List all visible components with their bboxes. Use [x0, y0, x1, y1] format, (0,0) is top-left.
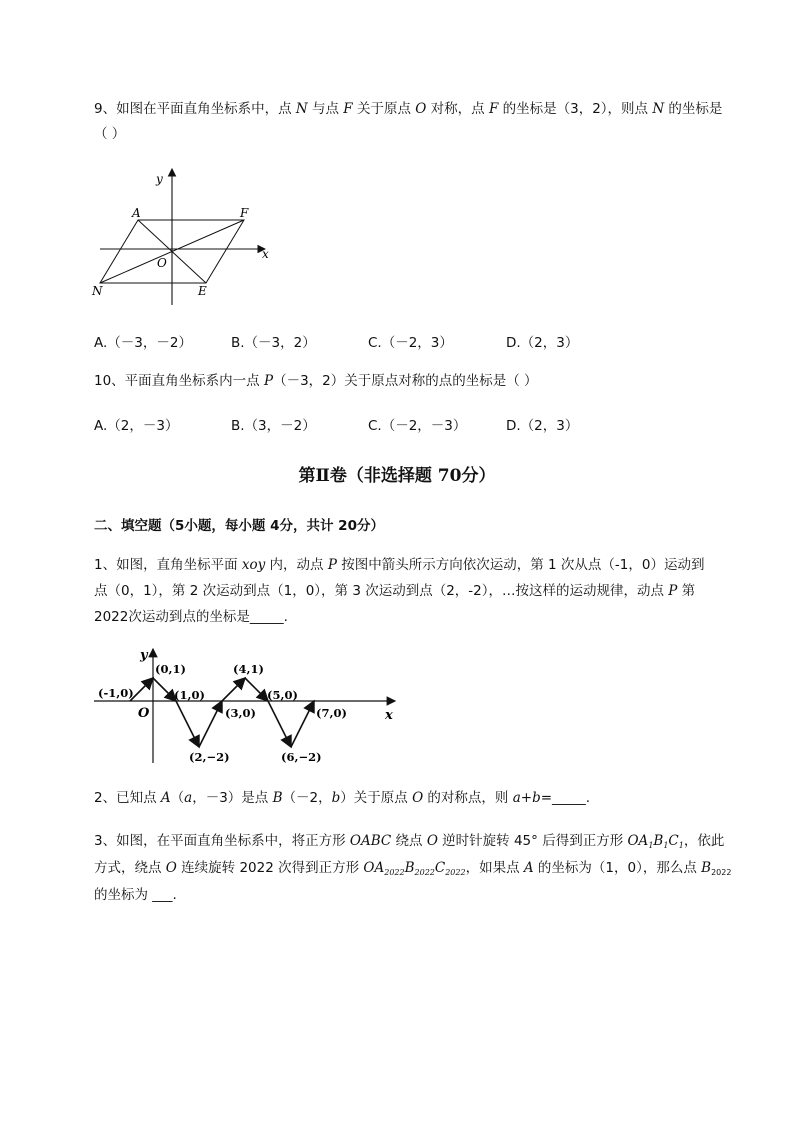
q10-option-b[interactable]: B.（3，－2）: [231, 418, 316, 434]
subscript: 2022: [384, 868, 405, 877]
f2-text-part: 2、已知点: [94, 790, 161, 806]
q10-text: [94, 372, 538, 390]
point-o-label: O: [412, 790, 424, 806]
point-label: (-1,0): [98, 686, 134, 700]
q10-option-d[interactable]: D.（2，3）: [506, 418, 579, 434]
f3-text: ，依此: [683, 833, 725, 849]
axis-label-y: y: [156, 172, 163, 186]
label-part: C: [668, 833, 679, 849]
point-label: (4,1): [233, 662, 264, 676]
f1-text-line2: [94, 582, 695, 600]
q10-text-part: 10、平面直角坐标系内一点: [94, 373, 264, 389]
step-4-arrow: [199, 701, 222, 747]
point-label: (2,−2): [189, 750, 230, 764]
f1-text: 第: [677, 583, 696, 599]
step-8-arrow: [291, 701, 314, 747]
expr-a-plus-b: a+b: [512, 790, 541, 806]
point-p-label: P: [263, 373, 274, 389]
point-p-label: P: [668, 583, 678, 599]
fill-in-section-heading: 二、填空题（5小题，每小题 4分，共计 20分）: [94, 518, 384, 534]
subscript: 1: [663, 841, 669, 850]
label-part: B: [404, 860, 415, 876]
point-f-label: F: [343, 101, 353, 117]
point-o-label: O: [426, 833, 438, 849]
f3-text-line3: 的坐标为 ___.: [94, 887, 177, 903]
section-title: 第Ⅱ卷（非选择题 70分）: [298, 466, 496, 486]
origin-label: O: [138, 706, 150, 721]
f2-answer-blank: =_____.: [540, 790, 591, 806]
point-e-label: E: [198, 284, 207, 298]
q9-text: 9、如图在平面直角坐标系中，点: [94, 101, 296, 117]
point-p-label: P: [327, 557, 337, 573]
point-label: (6,−2): [281, 750, 322, 764]
var-b: b: [331, 790, 341, 806]
point-o-label: O: [415, 101, 427, 117]
q9-option-b[interactable]: B.（－3，2）: [231, 335, 316, 351]
f2-text-part: （: [170, 790, 185, 806]
point-b-label: B: [701, 860, 712, 876]
q10-text-part: （－3，2）关于原点对称的点的坐标是（ ）: [273, 373, 538, 389]
point-a-label: A: [160, 790, 171, 806]
f1-text: 点（0，1），第 2 次运动到点（1，0），第 3 次运动到点（2，-2），…按这样的运动规律，动点: [94, 583, 669, 599]
point-label: (0,1): [155, 662, 186, 676]
label-part: B: [653, 833, 664, 849]
f2-text-part: ）关于原点: [340, 790, 413, 806]
q9-option-a[interactable]: A.（－3，－2）: [94, 335, 192, 351]
step-2-arrow: [153, 678, 176, 701]
f2-text-part: （－2，: [282, 790, 332, 806]
point-label: (5,0): [267, 688, 298, 702]
square-oa1b1c1-label: [627, 833, 683, 849]
q9-parallelogram-figure: [90, 163, 280, 308]
q9-text: 关于原点: [352, 101, 416, 117]
q9-text: 的坐标是（3，2），则点: [498, 101, 653, 117]
f3-text: ，如果点: [465, 860, 524, 876]
q9-text-line1: [94, 100, 722, 118]
f3-text: 逆时针旋转 45° 后得到正方形: [437, 833, 628, 849]
f1-text: 按图中箭头所示方向依次运动，第 1 次从点（-1，0）运动到: [336, 557, 705, 573]
var-a: a: [184, 790, 193, 806]
q9-text: 的坐标是: [664, 101, 723, 117]
point-n-label: N: [92, 284, 103, 298]
point-f-label: F: [240, 206, 249, 220]
f3-text-line1: [94, 832, 724, 855]
point-n-label: N: [295, 101, 308, 117]
f2-text-part: ，－3）是点: [192, 790, 273, 806]
point-label: (1,0): [174, 688, 205, 702]
axis-label-x: x: [385, 708, 393, 723]
point-label: (7,0): [316, 706, 347, 720]
f2-text-part: 的对称点，则: [423, 790, 513, 806]
label-part: OA: [363, 860, 385, 876]
point-a-label: A: [132, 206, 141, 220]
q9-text: 对称，点: [426, 101, 489, 117]
q9-text: 与点: [307, 101, 344, 117]
f1-text-line3: 2022次运动到点的坐标是_____.: [94, 609, 288, 625]
q10-option-a[interactable]: A.（2，－3）: [94, 418, 179, 434]
subscript: 2022: [711, 868, 732, 877]
point-a-label: A: [523, 860, 534, 876]
q9-option-d[interactable]: D.（2，3）: [506, 335, 579, 351]
square-oabc-label: OABC: [349, 833, 392, 849]
subscript: 1: [648, 841, 654, 850]
point-label: (3,0): [225, 706, 256, 720]
f3-text: 的坐标为（1，0），那么点: [533, 860, 702, 876]
f2-text: [94, 789, 590, 807]
step-7-arrow: [268, 701, 291, 747]
axis-label-y: y: [140, 648, 148, 663]
f1-text-line1: [94, 556, 704, 574]
f3-text: 连续旋转 2022 次得到正方形: [176, 860, 364, 876]
subscript: 1: [678, 841, 684, 850]
point-o-label: O: [157, 256, 167, 270]
point-o-label: O: [165, 860, 177, 876]
f1-text: 内，动点: [265, 557, 328, 573]
square-oa2022-label: [363, 860, 465, 876]
q10-option-c[interactable]: C.（－2，－3）: [368, 418, 467, 434]
label-part: C: [434, 860, 446, 876]
f3-text: 绕点: [391, 833, 427, 849]
f3-text: 方式，绕点: [94, 860, 166, 876]
plane-xoy-label: xoy: [241, 557, 266, 573]
q9-answer-bracket: （ ）: [94, 126, 126, 142]
point-b-label: B: [272, 790, 283, 806]
label-part: OA: [627, 833, 649, 849]
step-6-arrow: [245, 678, 268, 701]
point-f-label: F: [488, 101, 499, 117]
f3-text: 3、如图，在平面直角坐标系中，将正方形: [94, 833, 350, 849]
subscript: 2022: [414, 868, 435, 877]
subscript: 2022: [445, 868, 466, 877]
step-5-arrow: [222, 678, 245, 701]
point-n-label: N: [652, 101, 665, 117]
f3-text-line2: [94, 859, 731, 882]
q9-option-c[interactable]: C.（－2，3）: [368, 335, 453, 351]
step-3-arrow: [176, 701, 199, 747]
f1-text: 1、如图，直角坐标平面: [94, 557, 242, 573]
f1-zigzag-path-figure: [92, 645, 402, 770]
axis-label-x: x: [262, 247, 269, 261]
